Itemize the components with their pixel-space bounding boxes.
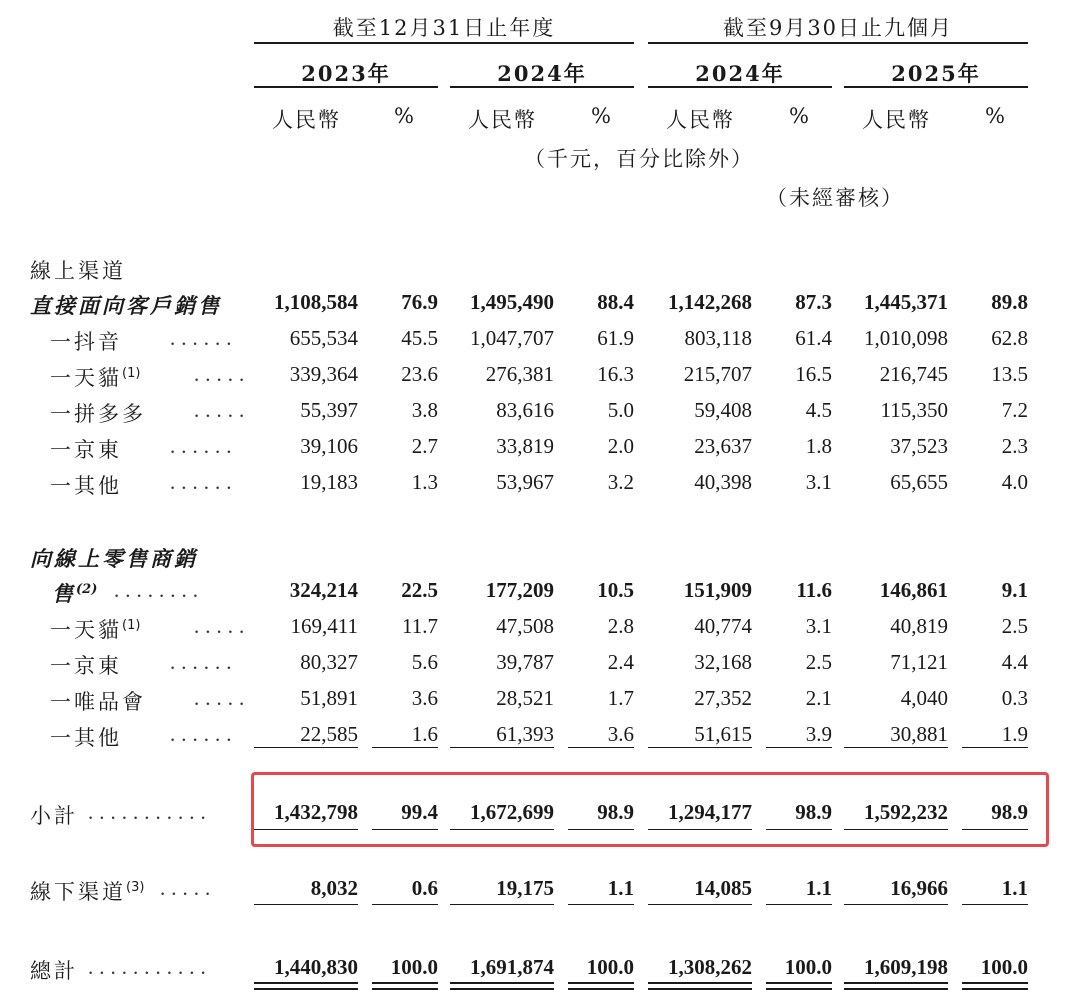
retailer-row-0-cell-4: 40,774	[694, 614, 752, 638]
total-double-rule-8	[962, 982, 1028, 990]
retailer-row-1-cell-6: 71,121	[890, 650, 948, 674]
direct-row-3-leader-dots: ......	[170, 434, 238, 458]
retailers-cell-0: 324,214	[289, 578, 358, 602]
total-cell-1: 100.0	[390, 955, 438, 979]
retailer-row-2-cell-6: 4,040	[900, 686, 948, 710]
retailer-row-1-cell-1: 5.6	[411, 650, 438, 674]
retailer-row-0-cell-0: 169,411	[290, 614, 358, 638]
offline-cell-4: 14,085	[694, 876, 752, 900]
direct-row-2-cell-3: 5.0	[607, 398, 634, 422]
direct-row-4-leader-dots: ......	[170, 470, 238, 494]
direct-sales-cell-3: 88.4	[597, 290, 634, 314]
retailer-row-3-cell-6: 30,881	[890, 722, 948, 746]
direct-row-3-label-text: 一京東	[50, 438, 122, 462]
direct-row-2-cell-0: 55,397	[300, 398, 358, 422]
direct-row-1-label	[50, 362, 140, 392]
total-cell-7: 100.0	[980, 955, 1028, 979]
direct-row-0-cell-3: 61.9	[597, 326, 634, 350]
offline-cell-1: 0.6	[411, 876, 438, 900]
total-label	[30, 955, 78, 985]
total-cell-0: 1,440,830	[274, 955, 358, 979]
retailer-row-3-cell-2: 61,393	[496, 722, 554, 746]
retailer-row-0-cell-3: 2.8	[607, 614, 634, 638]
subtotal-cell-6: 1,592,232	[864, 800, 948, 824]
direct-row-4-cell-7: 4.0	[1001, 470, 1028, 494]
direct-row-1-cell-1: 23.6	[401, 362, 438, 386]
subtotal-bottom-rule-7	[844, 829, 948, 830]
period-header-nine-months: 截至9月30日止九個月	[722, 16, 954, 40]
retailers-label-line1: 向線上零售商銷	[30, 546, 198, 571]
direct-row-1-cell-7: 13.5	[991, 362, 1028, 386]
total-leader-dots: ...........	[88, 955, 212, 979]
retailer-row-2-cell-7: 0.3	[1001, 686, 1028, 710]
year-rule-2025	[844, 86, 1028, 88]
retailers-cell-2: 177,209	[485, 578, 554, 602]
direct-row-3-cell-5: 1.8	[805, 434, 832, 458]
direct-row-1-label-footnote: (1)	[122, 366, 141, 381]
offline-label	[30, 876, 144, 906]
retailer-row-3-label-text: 一其他	[50, 726, 122, 750]
total-double-rule-4	[568, 982, 634, 990]
direct-sales-label	[30, 290, 222, 320]
retailers-cell-3: 10.5	[597, 578, 634, 602]
direct-row-3-cell-4: 23,637	[694, 434, 752, 458]
subtotal-rule-7	[844, 747, 948, 748]
retailers-cell-1: 22.5	[401, 578, 438, 602]
subtotal-bottom-rule-2	[372, 829, 438, 830]
retailer-row-3-cell-1: 1.6	[411, 722, 438, 746]
direct-row-2-cell-2: 83,616	[496, 398, 554, 422]
offline-cell-3: 1.1	[607, 876, 634, 900]
year-header-2024-nine-months: 2024年	[695, 61, 785, 86]
direct-row-0-cell-2: 1,047,707	[470, 326, 554, 350]
retailer-row-2-label-text: 一唯品會	[50, 690, 146, 714]
retailer-row-0-cell-7: 2.5	[1001, 614, 1028, 638]
retailer-row-3-cell-3: 3.6	[607, 722, 634, 746]
direct-row-2-label-text: 一拼多多	[50, 402, 146, 426]
retailer-row-2-cell-5: 2.1	[805, 686, 832, 710]
total-cell-6: 1,609,198	[864, 955, 948, 979]
direct-row-1-label-text: 一天貓	[50, 366, 122, 390]
percent-label-2025: %	[985, 104, 1007, 128]
retailers-cell-6: 146,861	[879, 578, 948, 602]
currency-label-2025: 人民幣	[862, 108, 931, 132]
year-header-2023: 2023年	[301, 61, 391, 86]
direct-row-2-leader-dots: .....	[194, 398, 251, 422]
direct-row-4-label-text: 一其他	[50, 474, 122, 498]
retailer-row-3-cell-0: 22,585	[300, 722, 358, 746]
total-double-rule-3	[450, 982, 554, 990]
direct-row-4-cell-2: 53,967	[496, 470, 554, 494]
offline-rule-7	[844, 904, 948, 905]
retailer-row-0-cell-1: 11.7	[402, 614, 438, 638]
subtotal-bottom-rule-5	[648, 829, 752, 830]
direct-row-0-cell-5: 61.4	[795, 326, 832, 350]
direct-row-2-label	[50, 398, 146, 428]
currency-label-2024-nine-months: 人民幣	[666, 108, 735, 132]
retailer-row-2-cell-0: 51,891	[300, 686, 358, 710]
retailer-row-3-cell-7: 1.9	[1001, 722, 1028, 746]
direct-sales-cell-7: 89.8	[991, 290, 1028, 314]
direct-row-1-cell-6: 216,745	[879, 362, 948, 386]
direct-row-0-cell-7: 62.8	[991, 326, 1028, 350]
direct-row-4-cell-6: 65,655	[890, 470, 948, 494]
subtotal-bottom-rule-1	[254, 829, 358, 830]
currency-label-2023: 人民幣	[272, 108, 341, 132]
offline-rule-2	[372, 904, 438, 905]
total-double-rule-7	[844, 982, 948, 990]
offline-label-text: 線下渠道	[30, 880, 126, 904]
retailer-row-2-cell-4: 27,352	[694, 686, 752, 710]
subtotal-label	[30, 800, 78, 830]
direct-row-0-label	[50, 326, 122, 356]
unaudited-note: （未經審核）	[766, 186, 904, 210]
offline-rule-4	[568, 904, 634, 905]
retailer-row-1-cell-5: 2.5	[805, 650, 832, 674]
retailer-row-1-cell-4: 32,168	[694, 650, 752, 674]
direct-row-0-label-text: 一抖音	[50, 330, 122, 354]
retailers-cell-5: 11.6	[796, 578, 832, 602]
header-rule-annual	[254, 42, 634, 44]
total-cell-3: 100.0	[586, 955, 634, 979]
period-header-annual: 截至12月31日止年度	[332, 16, 556, 40]
direct-row-1-cell-0: 339,364	[289, 362, 358, 386]
retailer-row-2-cell-1: 3.6	[411, 686, 438, 710]
offline-rule-3	[450, 904, 554, 905]
offline-cell-5: 1.1	[805, 876, 832, 900]
percent-label-2024-nine-months: %	[789, 104, 811, 128]
offline-cell-2: 19,175	[496, 876, 554, 900]
year-header-2025: 2025年	[891, 61, 981, 86]
subtotal-rule-5	[648, 747, 752, 748]
direct-row-4-cell-3: 3.2	[607, 470, 634, 494]
direct-row-0-cell-1: 45.5	[401, 326, 438, 350]
subtotal-bottom-rule-8	[962, 829, 1028, 830]
subtotal-rule-4	[568, 747, 634, 748]
retailer-row-1-label-text: 一京東	[50, 654, 122, 678]
total-double-rule-5	[648, 982, 752, 990]
retailer-row-2-cell-2: 28,521	[496, 686, 554, 710]
direct-row-1-cell-3: 16.3	[597, 362, 634, 386]
direct-row-3-cell-2: 33,819	[496, 434, 554, 458]
subtotal-bottom-rule-6	[766, 829, 832, 830]
retailer-row-0-cell-2: 47,508	[496, 614, 554, 638]
offline-rule-6	[766, 904, 832, 905]
section-title-online: 線上渠道	[30, 259, 126, 283]
retailers-label-line2-text: 售	[52, 581, 76, 606]
direct-row-1-leader-dots: .....	[194, 362, 251, 386]
retailer-row-0-label-text: 一天貓	[50, 618, 122, 642]
retailer-row-1-cell-2: 39,787	[496, 650, 554, 674]
retailers-label-line2	[52, 578, 97, 608]
direct-row-2-cell-4: 59,408	[694, 398, 752, 422]
retailer-row-3-cell-4: 51,615	[694, 722, 752, 746]
subtotal-leader-dots: ...........	[88, 800, 212, 824]
currency-label-2024-annual: 人民幣	[468, 108, 537, 132]
year-rule-2023	[254, 86, 438, 88]
direct-row-1-cell-5: 16.5	[795, 362, 832, 386]
total-double-rule-1	[254, 982, 358, 990]
retailer-row-3-label	[50, 722, 122, 752]
offline-leader-dots: .....	[160, 876, 217, 900]
offline-rule-5	[648, 904, 752, 905]
direct-row-3-cell-1: 2.7	[411, 434, 438, 458]
direct-row-0-cell-4: 803,118	[684, 326, 752, 350]
retailers-leader-dots: ........	[114, 578, 204, 602]
offline-cell-7: 1.1	[1001, 876, 1028, 900]
retailers-label-footnote: (2)	[76, 582, 98, 597]
percent-label-2023: %	[394, 104, 416, 128]
retailer-row-0-label	[50, 614, 140, 644]
direct-row-0-leader-dots: ......	[170, 326, 238, 350]
subtotal-rule-8	[962, 747, 1028, 748]
year-rule-2024-annual	[450, 86, 634, 88]
direct-sales-cell-1: 76.9	[401, 290, 438, 314]
retailer-row-1-label	[50, 650, 122, 680]
direct-row-3-cell-6: 37,523	[890, 434, 948, 458]
subtotal-rule-2	[372, 747, 438, 748]
subtotal-cell-2: 1,672,699	[470, 800, 554, 824]
direct-row-4-cell-0: 19,183	[300, 470, 358, 494]
direct-row-2-cell-7: 7.2	[1001, 398, 1028, 422]
direct-row-4-cell-5: 3.1	[805, 470, 832, 494]
direct-row-3-label	[50, 434, 122, 464]
units-note: （千元，百分比除外）	[524, 147, 754, 171]
retailer-row-3-cell-5: 3.9	[805, 722, 832, 746]
direct-row-3-cell-0: 39,106	[300, 434, 358, 458]
direct-row-0-cell-0: 655,534	[289, 326, 358, 350]
subtotal-cell-3: 98.9	[597, 800, 634, 824]
direct-row-3-cell-7: 2.3	[1001, 434, 1028, 458]
percent-label-2024-annual: %	[591, 104, 613, 128]
direct-row-2-cell-6: 115,350	[880, 398, 948, 422]
subtotal-cell-5: 98.9	[795, 800, 832, 824]
total-double-rule-2	[372, 982, 438, 990]
retailers-cell-7: 9.1	[1001, 578, 1028, 602]
total-cell-5: 100.0	[784, 955, 832, 979]
year-header-2024-annual: 2024年	[497, 61, 587, 86]
total-cell-2: 1,691,874	[470, 955, 554, 979]
retailers-cell-4: 151,909	[683, 578, 752, 602]
total-cell-4: 1,308,262	[668, 955, 752, 979]
offline-rule-8	[962, 904, 1028, 905]
total-double-rule-6	[766, 982, 832, 990]
retailer-row-1-cell-7: 4.4	[1001, 650, 1028, 674]
total-label-text: 總計	[30, 959, 78, 983]
subtotal-cell-7: 98.9	[991, 800, 1028, 824]
direct-row-3-cell-3: 2.0	[607, 434, 634, 458]
retailer-row-1-cell-0: 80,327	[300, 650, 358, 674]
subtotal-highlight-box	[251, 772, 1049, 847]
subtotal-bottom-rule-3	[450, 829, 554, 830]
retailer-row-0-leader-dots: .....	[194, 614, 251, 638]
direct-sales-cell-0: 1,108,584	[274, 290, 358, 314]
direct-sales-cell-4: 1,142,268	[668, 290, 752, 314]
direct-row-1-cell-2: 276,381	[485, 362, 554, 386]
retailer-row-2-label	[50, 686, 146, 716]
direct-row-2-cell-1: 3.8	[411, 398, 438, 422]
direct-row-2-cell-5: 4.5	[805, 398, 832, 422]
subtotal-cell-0: 1,432,798	[274, 800, 358, 824]
direct-row-4-label	[50, 470, 122, 500]
year-rule-2024-nine-months	[648, 86, 832, 88]
direct-row-0-cell-6: 1,010,098	[864, 326, 948, 350]
retailer-row-1-cell-3: 2.4	[607, 650, 634, 674]
subtotal-cell-1: 99.4	[401, 800, 438, 824]
header-rule-nine-months	[648, 42, 1028, 44]
retailer-row-1-leader-dots: ......	[170, 650, 238, 674]
subtotal-label-text: 小計	[30, 804, 78, 828]
subtotal-rule-6	[766, 747, 832, 748]
subtotal-rule-3	[450, 747, 554, 748]
retailer-row-2-leader-dots: .....	[194, 686, 251, 710]
direct-row-4-cell-4: 40,398	[694, 470, 752, 494]
retailer-row-0-label-footnote: (1)	[122, 618, 141, 633]
retailer-row-0-cell-5: 3.1	[805, 614, 832, 638]
offline-cell-6: 16,966	[890, 876, 948, 900]
offline-cell-0: 8,032	[310, 876, 358, 900]
direct-row-4-cell-1: 1.3	[411, 470, 438, 494]
direct-row-1-cell-4: 215,707	[683, 362, 752, 386]
direct-sales-cell-5: 87.3	[795, 290, 832, 314]
subtotal-rule-1	[254, 747, 358, 748]
retailer-row-3-leader-dots: ......	[170, 722, 238, 746]
subtotal-cell-4: 1,294,177	[668, 800, 752, 824]
offline-rule-1	[254, 904, 358, 905]
subtotal-bottom-rule-4	[568, 829, 634, 830]
retailer-row-2-cell-3: 1.7	[607, 686, 634, 710]
direct-sales-label-text: 直接面向客戶銷售	[30, 293, 222, 318]
direct-sales-cell-6: 1,445,371	[864, 290, 948, 314]
offline-label-footnote: (3)	[126, 880, 145, 895]
retailer-row-0-cell-6: 40,819	[890, 614, 948, 638]
direct-sales-cell-2: 1,495,490	[470, 290, 554, 314]
